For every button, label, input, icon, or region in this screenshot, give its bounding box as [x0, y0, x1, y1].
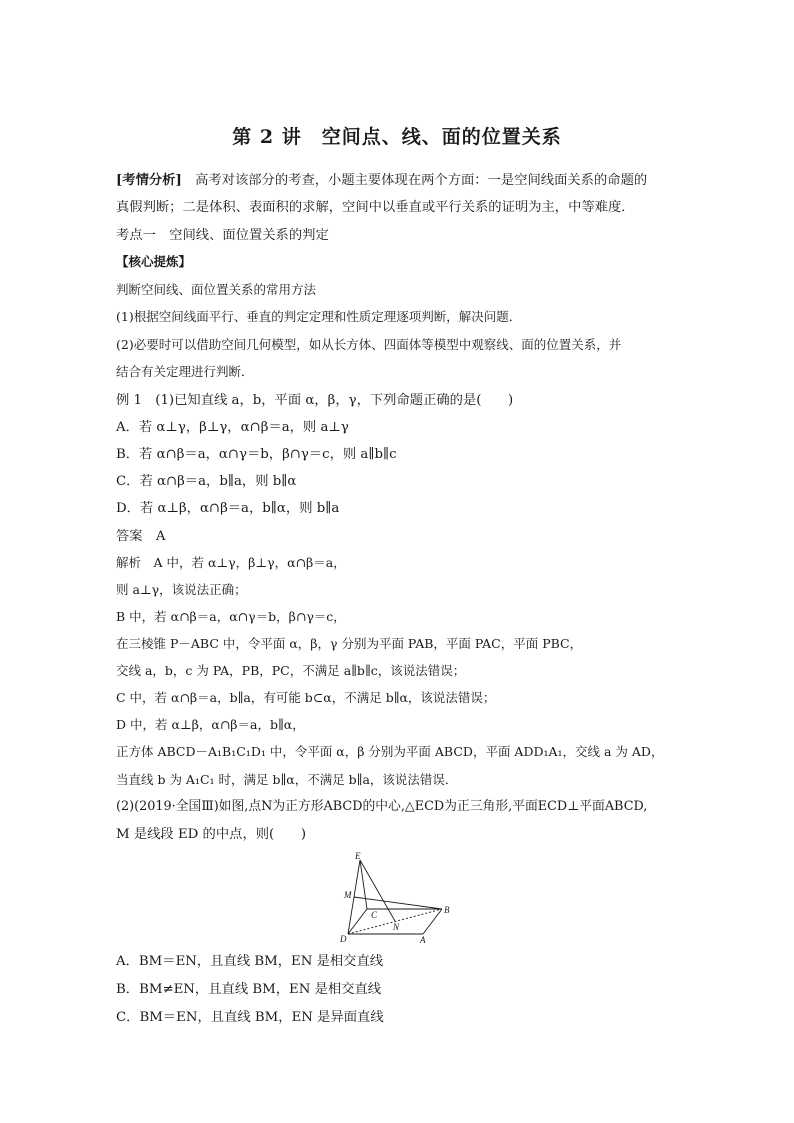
example-2-stem-1: (2)(2019·全国Ⅲ)如图,点N为正方形ABCD的中心,△ECD为正三角形,平面ECD⊥平面ABCD,	[116, 799, 648, 814]
label-e: E	[355, 852, 361, 861]
solution-line-5: 交线 a，b，c 为 PA，PB，PC，不满足 a∥b∥c，该说法错误；	[116, 663, 466, 678]
solution-line-6: C 中，若 α∩β＝a，b∥a，有可能 b⊂α，不满足 b∥α，该说法错误；	[116, 690, 496, 705]
solution-line-9: 当直线 b 为 A₁C₁ 时，满足 b∥α，不满足 b∥a，该说法错误．	[116, 772, 458, 787]
label-m: M	[344, 890, 352, 900]
method-2a: (2)必要时可以借助空间几何模型，如从长方体、四面体等模型中观察线、面的位置关系，并	[116, 337, 622, 352]
label-d: D	[340, 934, 347, 944]
solution-line-2: 则 a⊥γ，该说法正确；	[116, 582, 247, 597]
intro-line-2: 真假判断；二是体积、表面积的求解，空间中以垂直或平行关系的证明为主，中等难度．	[116, 200, 635, 215]
example-2-option-b: B．BM≠EN，且直线 BM，EN 是相交直线	[116, 982, 382, 997]
page-title: 第 2 讲 空间点、线、面的位置关系	[232, 126, 562, 148]
edge-ec	[360, 860, 367, 909]
option-b: B．若 α∩β＝a，α∩γ＝b，β∩γ＝c，则 a∥b∥c	[116, 447, 397, 462]
intro-line-1	[116, 174, 647, 187]
geometry-figure	[330, 852, 465, 947]
core-heading: 【核心提炼】	[116, 254, 192, 269]
label-b: B	[444, 905, 450, 915]
edge-dc	[348, 909, 367, 934]
method-1: (1)根据空间线面平行、垂直的判定定理和性质定理逐项判断，解决问题．	[116, 309, 522, 324]
section-heading: 考点一 空间线、面位置关系的判定	[116, 228, 329, 243]
option-c: C．若 α∩β＝a，b∥a，则 b∥α	[116, 474, 297, 489]
solution-line-8: 正方体 ABCD－A₁B₁C₁D₁ 中，令平面 α，β 分别为平面 ABCD，平面 ADD₁A₁，交线 a 为 AD，	[116, 744, 664, 759]
label-a: A	[420, 935, 426, 945]
answer: 答案 A	[116, 529, 166, 544]
label-n: N	[393, 922, 400, 932]
solution-line-3: B 中，若 α∩β＝a，α∩γ＝b，β∩γ＝c，	[116, 609, 346, 624]
option-a: A．若 α⊥γ，β⊥γ，α∩β＝a，则 a⊥γ	[116, 420, 349, 435]
method-title: 判断空间线、面位置关系的常用方法	[116, 282, 317, 297]
solution-line-1: 解析 A 中，若 α⊥γ，β⊥γ，α∩β＝a，	[116, 555, 346, 570]
solution-line-4: 在三棱锥 P－ABC 中，令平面 α，β，γ 分别为平面 PAB，平面 PAC，平面 PBC，	[116, 636, 583, 651]
example-2-option-a: A．BM＝EN，且直线 BM，EN 是相交直线	[116, 954, 384, 969]
example-2-option-c: C．BM＝EN，且直线 BM，EN 是异面直线	[116, 1010, 384, 1025]
label-c: C	[371, 910, 378, 920]
example-2-stem-2: M 是线段 ED 的中点，则( )	[116, 827, 307, 842]
intro-text-1: 高考对该部分的考查，小题主要体现在两个方面：一是空间线面关系的命题的	[181, 173, 648, 188]
method-2b: 结合有关定理进行判断．	[116, 364, 254, 379]
option-d: D．若 α⊥β，α∩β＝a，b∥α，则 b∥a	[116, 501, 340, 516]
intro-tag: [考情分析]	[116, 173, 182, 188]
solution-line-7: D 中，若 α⊥β，α∩β＝a，b∥α，	[116, 717, 305, 732]
segment-bm	[354, 897, 442, 909]
example-1-stem: 例 1 (1)已知直线 a，b，平面 α，β，γ，下列命题正确的是( )	[116, 393, 514, 408]
edge-ab	[423, 909, 442, 934]
